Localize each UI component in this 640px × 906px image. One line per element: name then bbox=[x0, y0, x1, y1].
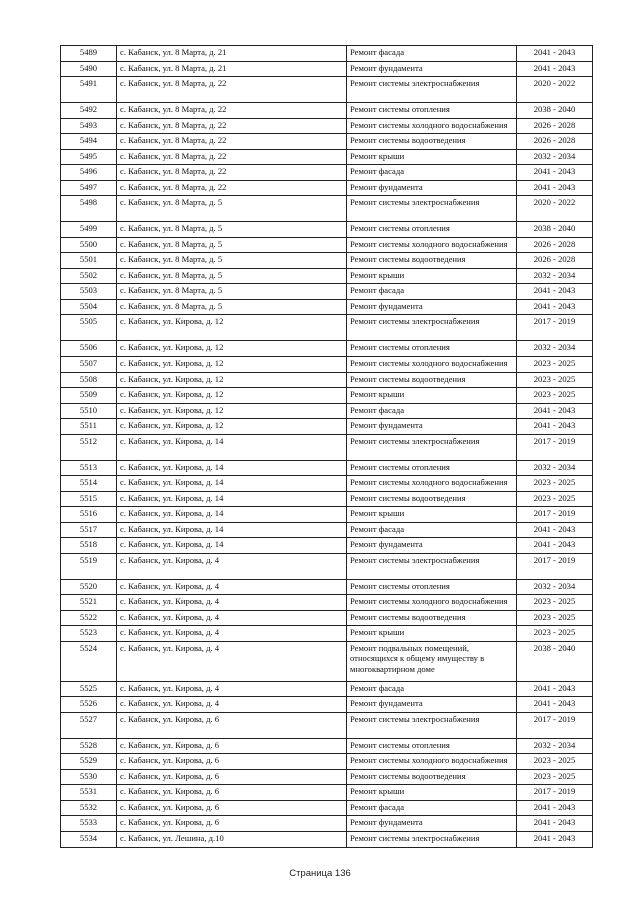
row-number: 5494 bbox=[61, 134, 117, 150]
row-number: 5509 bbox=[61, 388, 117, 404]
table-row bbox=[61, 785, 593, 801]
address-cell: с. Кабанск, ул. Кирова, д. 6 bbox=[117, 738, 347, 754]
address-cell: с. Кабанск, ул. Кирова, д. 12 bbox=[117, 388, 347, 404]
work-type-cell: Ремонт системы холодного водоснабжения bbox=[347, 356, 517, 372]
address-cell: с. Кабанск, ул. Кирова, д. 6 bbox=[117, 785, 347, 801]
address-cell: с. Кабанск, ул. Кирова, д. 12 bbox=[117, 341, 347, 357]
period-cell: 2032 - 2034 bbox=[517, 149, 593, 165]
period-cell: 2041 - 2043 bbox=[517, 46, 593, 62]
work-type-cell: Ремонт системы водоотведения bbox=[347, 769, 517, 785]
row-number: 5503 bbox=[61, 284, 117, 300]
address-cell: с. Кабанск, ул. Кирова, д. 12 bbox=[117, 419, 347, 435]
period-cell: 2017 - 2019 bbox=[517, 785, 593, 801]
work-type-cell: Ремонт крыши bbox=[347, 507, 517, 523]
work-type-cell: Ремонт системы электроснабжения bbox=[347, 553, 517, 579]
row-number: 5530 bbox=[61, 769, 117, 785]
address-cell: с. Кабанск, ул. Кирова, д. 6 bbox=[117, 816, 347, 832]
work-type-cell: Ремонт системы холодного водоснабжения bbox=[347, 237, 517, 253]
period-cell: 2032 - 2034 bbox=[517, 341, 593, 357]
work-type-cell: Ремонт крыши bbox=[347, 268, 517, 284]
address-cell: с. Кабанск, ул. Кирова, д. 4 bbox=[117, 610, 347, 626]
table-row bbox=[61, 522, 593, 538]
period-cell: 2023 - 2025 bbox=[517, 595, 593, 611]
table-row bbox=[61, 356, 593, 372]
address-cell: с. Кабанск, ул. Кирова, д. 14 bbox=[117, 522, 347, 538]
address-cell: с. Кабанск, ул. Кирова, д. 4 bbox=[117, 626, 347, 642]
period-cell: 2017 - 2019 bbox=[517, 712, 593, 738]
table-row bbox=[61, 118, 593, 134]
address-cell: с. Кабанск, ул. 8 Марта, д. 22 bbox=[117, 77, 347, 103]
row-number: 5505 bbox=[61, 315, 117, 341]
table-row bbox=[61, 697, 593, 713]
work-type-cell: Ремонт системы холодного водоснабжения bbox=[347, 476, 517, 492]
work-type-cell: Ремонт системы холодного водоснабжения bbox=[347, 118, 517, 134]
period-cell: 2041 - 2043 bbox=[517, 800, 593, 816]
work-type-cell: Ремонт подвальных помещений, относящихся к общему имуществу в многоквартирном доме bbox=[347, 641, 517, 681]
period-cell: 2032 - 2034 bbox=[517, 460, 593, 476]
table-row bbox=[61, 196, 593, 222]
work-type-cell: Ремонт фундамента bbox=[347, 538, 517, 554]
row-number: 5491 bbox=[61, 77, 117, 103]
table-row bbox=[61, 476, 593, 492]
row-number: 5500 bbox=[61, 237, 117, 253]
work-type-cell: Ремонт фасада bbox=[347, 522, 517, 538]
address-cell: с. Кабанск, ул. Кирова, д. 4 bbox=[117, 641, 347, 681]
table-row bbox=[61, 507, 593, 523]
work-type-cell: Ремонт фундамента bbox=[347, 697, 517, 713]
address-cell: с. Кабанск, ул. Кирова, д. 4 bbox=[117, 681, 347, 697]
table-row bbox=[61, 800, 593, 816]
address-cell: с. Кабанск, ул. 8 Марта, д. 5 bbox=[117, 253, 347, 269]
page-number: Страница 136 bbox=[289, 868, 351, 879]
table-row bbox=[61, 769, 593, 785]
work-type-cell: Ремонт системы водоотведения bbox=[347, 372, 517, 388]
work-type-cell: Ремонт фундамента bbox=[347, 61, 517, 77]
table-body bbox=[61, 46, 593, 848]
row-number: 5490 bbox=[61, 61, 117, 77]
period-cell: 2026 - 2028 bbox=[517, 134, 593, 150]
work-type-cell: Ремонт системы электроснабжения bbox=[347, 77, 517, 103]
row-number: 5533 bbox=[61, 816, 117, 832]
table-row bbox=[61, 460, 593, 476]
address-cell: с. Кабанск, ул. Кирова, д. 4 bbox=[117, 595, 347, 611]
row-number: 5501 bbox=[61, 253, 117, 269]
address-cell: с. Кабанск, ул. Кирова, д. 12 bbox=[117, 372, 347, 388]
work-type-cell: Ремонт системы отопления bbox=[347, 579, 517, 595]
period-cell: 2023 - 2025 bbox=[517, 491, 593, 507]
period-cell: 2041 - 2043 bbox=[517, 697, 593, 713]
work-type-cell: Ремонт фасада bbox=[347, 681, 517, 697]
table-row bbox=[61, 626, 593, 642]
work-type-cell: Ремонт крыши bbox=[347, 149, 517, 165]
row-number: 5527 bbox=[61, 712, 117, 738]
period-cell: 2041 - 2043 bbox=[517, 681, 593, 697]
table-row bbox=[61, 149, 593, 165]
table-row bbox=[61, 46, 593, 62]
table-row bbox=[61, 315, 593, 341]
period-cell: 2017 - 2019 bbox=[517, 434, 593, 460]
address-cell: с. Кабанск, ул. 8 Марта, д. 21 bbox=[117, 61, 347, 77]
table-row bbox=[61, 61, 593, 77]
table-row bbox=[61, 434, 593, 460]
period-cell: 2041 - 2043 bbox=[517, 831, 593, 847]
table-row bbox=[61, 595, 593, 611]
row-number: 5497 bbox=[61, 180, 117, 196]
period-cell: 2023 - 2025 bbox=[517, 626, 593, 642]
table-row bbox=[61, 754, 593, 770]
period-cell: 2023 - 2025 bbox=[517, 372, 593, 388]
row-number: 5514 bbox=[61, 476, 117, 492]
work-type-cell: Ремонт системы холодного водоснабжения bbox=[347, 754, 517, 770]
address-cell: с. Кабанск, ул. 8 Марта, д. 22 bbox=[117, 180, 347, 196]
address-cell: с. Кабанск, ул. Кирова, д. 14 bbox=[117, 460, 347, 476]
address-cell: с. Кабанск, ул. 8 Марта, д. 5 bbox=[117, 222, 347, 238]
period-cell: 2041 - 2043 bbox=[517, 538, 593, 554]
period-cell: 2041 - 2043 bbox=[517, 299, 593, 315]
address-cell: с. Кабанск, ул. 8 Марта, д. 22 bbox=[117, 149, 347, 165]
table-row bbox=[61, 738, 593, 754]
period-cell: 2023 - 2025 bbox=[517, 610, 593, 626]
row-number: 5496 bbox=[61, 165, 117, 181]
address-cell: с. Кабанск, ул. Кирова, д. 4 bbox=[117, 553, 347, 579]
period-cell: 2041 - 2043 bbox=[517, 165, 593, 181]
row-number: 5521 bbox=[61, 595, 117, 611]
table-row bbox=[61, 103, 593, 119]
period-cell: 2041 - 2043 bbox=[517, 816, 593, 832]
period-cell: 2041 - 2043 bbox=[517, 419, 593, 435]
period-cell: 2032 - 2034 bbox=[517, 738, 593, 754]
table-row bbox=[61, 712, 593, 738]
work-type-cell: Ремонт системы электроснабжения bbox=[347, 434, 517, 460]
row-number: 5529 bbox=[61, 754, 117, 770]
table-row bbox=[61, 641, 593, 681]
period-cell: 2023 - 2025 bbox=[517, 476, 593, 492]
period-cell: 2026 - 2028 bbox=[517, 253, 593, 269]
row-number: 5518 bbox=[61, 538, 117, 554]
row-number: 5510 bbox=[61, 403, 117, 419]
row-number: 5534 bbox=[61, 831, 117, 847]
period-cell: 2026 - 2028 bbox=[517, 118, 593, 134]
period-cell: 2020 - 2022 bbox=[517, 196, 593, 222]
address-cell: с. Кабанск, ул. 8 Марта, д. 21 bbox=[117, 46, 347, 62]
period-cell: 2026 - 2028 bbox=[517, 237, 593, 253]
table-row bbox=[61, 388, 593, 404]
table-row bbox=[61, 419, 593, 435]
table-row bbox=[61, 831, 593, 847]
period-cell: 2041 - 2043 bbox=[517, 522, 593, 538]
table-row bbox=[61, 341, 593, 357]
address-cell: с. Кабанск, ул. Кирова, д. 12 bbox=[117, 356, 347, 372]
address-cell: с. Кабанск, ул. Кирова, д. 12 bbox=[117, 315, 347, 341]
period-cell: 2023 - 2025 bbox=[517, 356, 593, 372]
work-type-cell: Ремонт системы водоотведения bbox=[347, 491, 517, 507]
period-cell: 2041 - 2043 bbox=[517, 403, 593, 419]
address-cell: с. Кабанск, ул. Кирова, д. 6 bbox=[117, 769, 347, 785]
work-type-cell: Ремонт системы водоотведения bbox=[347, 610, 517, 626]
work-type-cell: Ремонт фундамента bbox=[347, 299, 517, 315]
work-type-cell: Ремонт фасада bbox=[347, 800, 517, 816]
work-type-cell: Ремонт системы отопления bbox=[347, 103, 517, 119]
period-cell: 2038 - 2040 bbox=[517, 641, 593, 681]
work-type-cell: Ремонт системы электроснабжения bbox=[347, 831, 517, 847]
period-cell: 2023 - 2025 bbox=[517, 754, 593, 770]
period-cell: 2020 - 2022 bbox=[517, 77, 593, 103]
row-number: 5524 bbox=[61, 641, 117, 681]
row-number: 5517 bbox=[61, 522, 117, 538]
row-number: 5528 bbox=[61, 738, 117, 754]
period-cell: 2017 - 2019 bbox=[517, 553, 593, 579]
address-cell: с. Кабанск, ул. Кирова, д. 14 bbox=[117, 434, 347, 460]
table-row bbox=[61, 610, 593, 626]
row-number: 5495 bbox=[61, 149, 117, 165]
address-cell: с. Кабанск, ул. Кирова, д. 14 bbox=[117, 476, 347, 492]
row-number: 5512 bbox=[61, 434, 117, 460]
row-number: 5492 bbox=[61, 103, 117, 119]
work-type-cell: Ремонт фасада bbox=[347, 165, 517, 181]
work-type-cell: Ремонт крыши bbox=[347, 785, 517, 801]
work-type-cell: Ремонт крыши bbox=[347, 626, 517, 642]
address-cell: с. Кабанск, ул. 8 Марта, д. 22 bbox=[117, 118, 347, 134]
table-row bbox=[61, 491, 593, 507]
row-number: 5508 bbox=[61, 372, 117, 388]
row-number: 5520 bbox=[61, 579, 117, 595]
address-cell: с. Кабанск, ул. Кирова, д. 12 bbox=[117, 403, 347, 419]
address-cell: с. Кабанск, ул. Кирова, д. 14 bbox=[117, 538, 347, 554]
table-row bbox=[61, 403, 593, 419]
row-number: 5516 bbox=[61, 507, 117, 523]
work-type-cell: Ремонт крыши bbox=[347, 388, 517, 404]
row-number: 5513 bbox=[61, 460, 117, 476]
period-cell: 2017 - 2019 bbox=[517, 315, 593, 341]
work-type-cell: Ремонт системы холодного водоснабжения bbox=[347, 595, 517, 611]
table-row bbox=[61, 816, 593, 832]
table-row bbox=[61, 165, 593, 181]
address-cell: с. Кабанск, ул. 8 Марта, д. 22 bbox=[117, 165, 347, 181]
row-number: 5502 bbox=[61, 268, 117, 284]
row-number: 5499 bbox=[61, 222, 117, 238]
work-type-cell: Ремонт системы отопления bbox=[347, 738, 517, 754]
table-row bbox=[61, 299, 593, 315]
table-row bbox=[61, 579, 593, 595]
address-cell: с. Кабанск, ул. 8 Марта, д. 22 bbox=[117, 134, 347, 150]
repair-schedule-table bbox=[60, 45, 593, 848]
address-cell: с. Кабанск, ул. Лешина, д.10 bbox=[117, 831, 347, 847]
address-cell: с. Кабанск, ул. Кирова, д. 4 bbox=[117, 697, 347, 713]
table-row bbox=[61, 538, 593, 554]
row-number: 5506 bbox=[61, 341, 117, 357]
address-cell: с. Кабанск, ул. 8 Марта, д. 5 bbox=[117, 268, 347, 284]
table-row bbox=[61, 372, 593, 388]
period-cell: 2041 - 2043 bbox=[517, 180, 593, 196]
work-type-cell: Ремонт системы водоотведения bbox=[347, 134, 517, 150]
row-number: 5511 bbox=[61, 419, 117, 435]
table-row bbox=[61, 77, 593, 103]
row-number: 5523 bbox=[61, 626, 117, 642]
work-type-cell: Ремонт системы отопления bbox=[347, 460, 517, 476]
period-cell: 2017 - 2019 bbox=[517, 507, 593, 523]
period-cell: 2032 - 2034 bbox=[517, 579, 593, 595]
period-cell: 2038 - 2040 bbox=[517, 103, 593, 119]
table-row bbox=[61, 681, 593, 697]
table-row bbox=[61, 268, 593, 284]
table-row bbox=[61, 237, 593, 253]
work-type-cell: Ремонт системы электроснабжения bbox=[347, 196, 517, 222]
work-type-cell: Ремонт фундамента bbox=[347, 180, 517, 196]
row-number: 5522 bbox=[61, 610, 117, 626]
table-row bbox=[61, 253, 593, 269]
work-type-cell: Ремонт системы электроснабжения bbox=[347, 712, 517, 738]
period-cell: 2038 - 2040 bbox=[517, 222, 593, 238]
row-number: 5532 bbox=[61, 800, 117, 816]
address-cell: с. Кабанск, ул. 8 Марта, д. 5 bbox=[117, 299, 347, 315]
row-number: 5519 bbox=[61, 553, 117, 579]
row-number: 5489 bbox=[61, 46, 117, 62]
work-type-cell: Ремонт фасада bbox=[347, 46, 517, 62]
address-cell: с. Кабанск, ул. Кирова, д. 6 bbox=[117, 754, 347, 770]
period-cell: 2023 - 2025 bbox=[517, 769, 593, 785]
row-number: 5531 bbox=[61, 785, 117, 801]
address-cell: с. Кабанск, ул. Кирова, д. 6 bbox=[117, 800, 347, 816]
period-cell: 2023 - 2025 bbox=[517, 388, 593, 404]
row-number: 5507 bbox=[61, 356, 117, 372]
work-type-cell: Ремонт системы отопления bbox=[347, 222, 517, 238]
address-cell: с. Кабанск, ул. Кирова, д. 14 bbox=[117, 507, 347, 523]
address-cell: с. Кабанск, ул. Кирова, д. 6 bbox=[117, 712, 347, 738]
work-type-cell: Ремонт фундамента bbox=[347, 419, 517, 435]
work-type-cell: Ремонт фасада bbox=[347, 284, 517, 300]
address-cell: с. Кабанск, ул. 8 Марта, д. 5 bbox=[117, 284, 347, 300]
work-type-cell: Ремонт фундамента bbox=[347, 816, 517, 832]
address-cell: с. Кабанск, ул. Кирова, д. 4 bbox=[117, 579, 347, 595]
work-type-cell: Ремонт системы электроснабжения bbox=[347, 315, 517, 341]
row-number: 5504 bbox=[61, 299, 117, 315]
work-type-cell: Ремонт системы отопления bbox=[347, 341, 517, 357]
table-row bbox=[61, 553, 593, 579]
row-number: 5493 bbox=[61, 118, 117, 134]
period-cell: 2032 - 2034 bbox=[517, 268, 593, 284]
row-number: 5525 bbox=[61, 681, 117, 697]
work-type-cell: Ремонт системы водоотведения bbox=[347, 253, 517, 269]
address-cell: с. Кабанск, ул. Кирова, д. 14 bbox=[117, 491, 347, 507]
work-type-cell: Ремонт фасада bbox=[347, 403, 517, 419]
table-row bbox=[61, 180, 593, 196]
period-cell: 2041 - 2043 bbox=[517, 61, 593, 77]
address-cell: с. Кабанск, ул. 8 Марта, д. 5 bbox=[117, 196, 347, 222]
period-cell: 2041 - 2043 bbox=[517, 284, 593, 300]
table-row bbox=[61, 284, 593, 300]
address-cell: с. Кабанск, ул. 8 Марта, д. 5 bbox=[117, 237, 347, 253]
address-cell: с. Кабанск, ул. 8 Марта, д. 22 bbox=[117, 103, 347, 119]
row-number: 5498 bbox=[61, 196, 117, 222]
row-number: 5515 bbox=[61, 491, 117, 507]
table-row bbox=[61, 222, 593, 238]
table-row bbox=[61, 134, 593, 150]
row-number: 5526 bbox=[61, 697, 117, 713]
